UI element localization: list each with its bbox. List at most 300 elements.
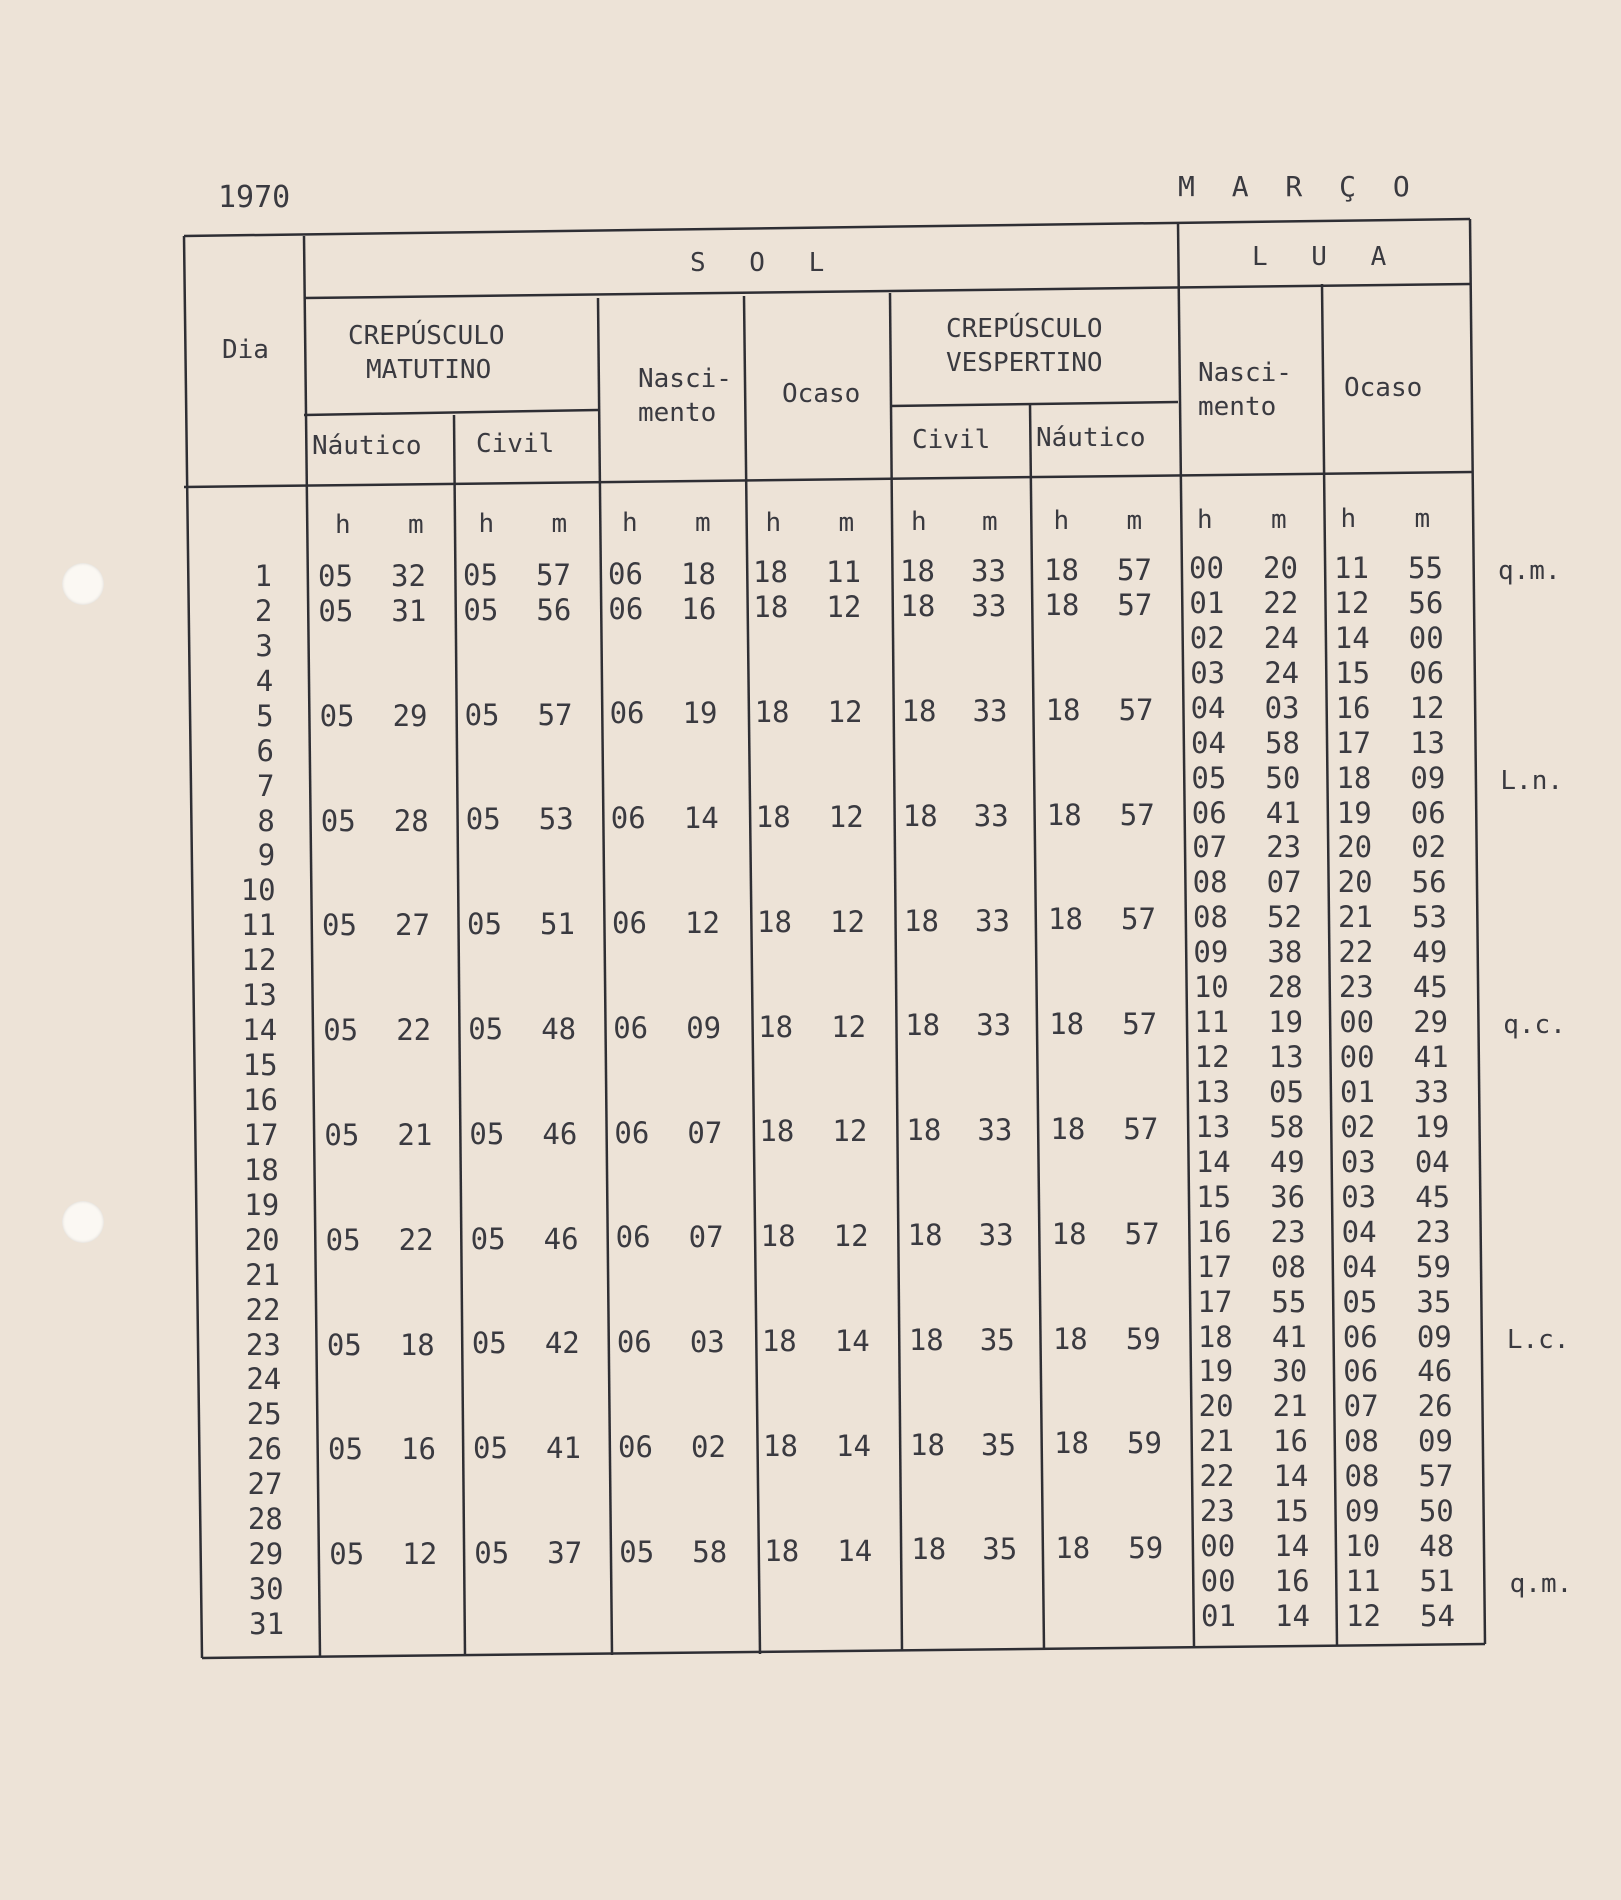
day-number: 16 [243,1083,279,1117]
sol-hour: 05 [329,1537,365,1572]
lua-minute: 19 [1414,1109,1450,1144]
lua-hour: 18 [1336,760,1372,795]
lua-minute: 45 [1415,1179,1451,1214]
sol-hour: 05 [463,557,498,592]
day-number: 31 [249,1607,285,1641]
lua-minute: 24 [1263,620,1299,655]
day-number: 13 [241,978,277,1013]
sol-hour: 05 [468,1011,504,1046]
sol-minute: 59 [1125,1321,1161,1356]
lua-hour: 15 [1335,655,1371,690]
sol-hour: 18 [900,554,935,589]
lua-minute: 29 [1413,1005,1449,1040]
lua-minute: 58 [1269,1109,1305,1144]
lua-hour: 17 [1336,725,1371,760]
sol-minute: 11 [826,555,861,590]
sol-hour: 05 [325,1222,361,1257]
lua-hour: 02 [1189,620,1225,655]
hour-unit-label: h [911,506,927,537]
sol-hour: 05 [318,559,353,593]
sol-hour: 18 [907,1217,943,1252]
lua-hour: 14 [1195,1144,1231,1179]
sol-minute: 46 [542,1116,578,1151]
lua-hour: 20 [1198,1389,1234,1424]
lua-ocaso-header: Ocaso [1344,373,1423,403]
sol-hour: 06 [608,556,643,591]
sol-hour: 18 [1045,692,1081,727]
lua-minute: 14 [1274,1529,1310,1564]
day-number: 14 [242,1013,278,1048]
sol-minute: 12 [828,799,864,834]
sol-hour: 05 [619,1534,655,1569]
sol-hour: 18 [1052,1321,1088,1356]
sol-minute: 59 [1128,1531,1164,1566]
day-number: 10 [240,873,276,908]
lua-hour: 20 [1337,865,1373,900]
lua-minute: 57 [1418,1459,1454,1494]
crepusculo-matutino-header: CREPÚSCULO [348,321,505,351]
sol-minute: 57 [1118,692,1154,727]
lua-hour: 22 [1199,1459,1235,1494]
hour-unit-label: h [1340,504,1357,535]
lua-hour: 19 [1336,795,1372,830]
sol-hour: 18 [905,1008,941,1043]
day-number: 3 [255,628,273,663]
sol-minute: 14 [683,801,719,836]
lua-minute: 52 [1267,900,1302,935]
sol-hour: 18 [753,555,788,590]
lua-hour: 08 [1344,1459,1380,1494]
sol-minute: 33 [971,554,1006,589]
sol-hour: 05 [328,1432,363,1467]
sol-minute: 22 [398,1222,434,1257]
sol-minute: 07 [688,1220,724,1255]
lua-hour: 20 [1337,830,1373,865]
lua-hour: 17 [1197,1284,1233,1319]
moon-phase-label: q.m. [1509,1569,1573,1600]
lua-hour: 04 [1342,1249,1377,1284]
day-number: 20 [244,1222,280,1257]
day-number: 17 [243,1117,279,1152]
sol-minute: 14 [836,1428,871,1463]
vespertino-nautico-header: Náutico [1036,423,1146,453]
lua-minute: 21 [1272,1389,1308,1424]
lua-minute: 05 [1269,1075,1304,1109]
sol-minute: 02 [691,1429,726,1464]
lua-hour: 18 [1197,1319,1233,1354]
lua-minute: 48 [1419,1529,1455,1564]
day-number: 27 [247,1467,283,1502]
lua-hour: 02 [1340,1109,1376,1144]
lua-minute: 13 [1410,725,1445,760]
lua-hour: 23 [1338,970,1374,1005]
vespertino-civil-header: Civil [912,425,991,455]
day-number: 30 [248,1572,284,1607]
lua-hour: 00 [1200,1564,1236,1599]
lua-minute: 03 [1264,690,1300,725]
sol-hour: 06 [616,1325,652,1360]
sol-hour: 05 [319,698,355,733]
lua-minute: 14 [1273,1459,1309,1494]
sol-hour: 18 [761,1323,797,1358]
dia-header: Dia [222,335,269,365]
lua-minute: 35 [1416,1284,1452,1319]
lua-minute: 41 [1265,795,1301,830]
minute-unit-label: m [1271,505,1287,536]
minute-unit-label: m [551,509,568,540]
sol-minute: 48 [541,1011,577,1046]
lua-minute: 02 [1411,830,1447,865]
lua-minute: 23 [1266,830,1302,865]
sol-hour: 18 [1054,1426,1089,1461]
lua-minute: 55 [1271,1284,1307,1319]
sol-minute: 12 [826,590,862,625]
day-number: 4 [255,663,274,698]
sol-hour: 18 [758,1009,794,1044]
sol-minute: 09 [686,1010,722,1045]
hour-unit-label: h [765,507,782,538]
day-number: 26 [247,1432,283,1467]
lua-hour: 03 [1341,1179,1377,1214]
lua-minute: 19 [1268,1005,1304,1040]
sol-minute: 57 [1117,587,1153,622]
lua-hour: 12 [1346,1599,1381,1633]
sol-hour: 06 [610,801,646,836]
lua-hour: 13 [1195,1109,1231,1144]
lua-minute: 54 [1420,1599,1455,1633]
sol-minute: 37 [547,1535,583,1570]
minute-unit-label: m [982,506,998,537]
sol-minute: 14 [837,1533,873,1568]
lua-hour: 01 [1201,1599,1236,1633]
sol-hour: 18 [1055,1531,1091,1566]
lua-minute: 50 [1418,1494,1454,1529]
sol-minute: 58 [692,1534,728,1569]
lua-hour: 06 [1342,1319,1378,1354]
lua-minute: 09 [1416,1319,1452,1354]
lua-hour: 00 [1200,1529,1236,1564]
lua-hour: 04 [1190,690,1226,725]
lua-minute: 23 [1270,1214,1306,1249]
sol-hour: 18 [1044,587,1080,622]
sol-hour: 06 [612,905,647,940]
lua-hour: 08 [1344,1424,1379,1459]
sol-hour: 05 [469,1116,505,1151]
hour-unit-label: h [335,510,351,540]
sol-hour: 18 [1051,1216,1087,1251]
day-number: 25 [246,1397,282,1432]
sol-minute: 33 [971,589,1007,624]
sol-minute: 53 [538,802,574,837]
minute-unit-label: m [695,508,711,539]
sol-minute: 33 [977,1113,1013,1148]
sol-header: S O L [690,248,839,278]
lua-minute: 56 [1408,585,1444,620]
sol-minute: 57 [1124,1216,1160,1251]
sol-minute: 51 [540,907,575,942]
sol-hour: 18 [754,695,790,730]
sol-hour: 05 [473,1431,508,1466]
sol-minute: 12 [832,1114,868,1149]
crepusculo-vespertino-header-2: VESPERTINO [946,348,1103,378]
day-number: 23 [245,1327,281,1362]
lua-hour: 21 [1199,1424,1234,1459]
sol-hour: 05 [464,697,500,732]
sol-nascimento-header: Nasci- [638,364,732,394]
lua-minute: 13 [1268,1040,1304,1075]
sol-minute: 35 [981,1427,1016,1462]
lua-minute: 41 [1413,1040,1449,1075]
day-number: 1 [254,559,272,593]
sol-minute: 12 [827,695,863,730]
lua-hour: 07 [1192,830,1228,865]
lua-minute: 12 [1409,690,1445,725]
lua-hour: 12 [1334,585,1370,620]
lua-minute: 04 [1414,1144,1450,1179]
sol-minute: 32 [391,559,426,593]
day-number: 22 [245,1292,281,1327]
sol-hour: 05 [324,1117,360,1152]
minute-unit-label: m [408,510,424,540]
lua-hour: 11 [1194,1005,1230,1040]
sol-minute: 57 [536,557,571,592]
lua-minute: 41 [1271,1319,1307,1354]
lua-hour: 01 [1340,1075,1375,1109]
month-label: M A R Ç O [1178,170,1420,203]
sol-hour: 18 [764,1533,800,1568]
sol-nascimento-header-2: mento [638,398,717,428]
sol-minute: 12 [831,1009,867,1044]
minute-unit-label: m [838,507,855,538]
lua-hour: 21 [1338,900,1373,935]
sol-hour: 05 [467,907,502,942]
lua-hour: 11 [1334,551,1369,585]
lua-minute: 15 [1273,1494,1309,1529]
sol-minute: 57 [1122,1007,1158,1042]
sol-minute: 16 [681,591,717,626]
lua-hour: 09 [1344,1494,1380,1529]
sol-hour: 18 [911,1532,947,1567]
lua-hour: 04 [1191,725,1226,760]
sol-hour: 18 [757,904,792,939]
lua-hour: 06 [1191,795,1227,830]
sol-minute: 12 [830,904,865,939]
day-number: 2 [254,593,273,628]
lua-minute: 50 [1265,760,1301,795]
day-number: 28 [247,1502,283,1537]
sol-hour: 05 [465,802,501,837]
sol-hour: 05 [470,1221,506,1256]
sol-minute: 33 [976,1008,1012,1043]
moon-phase-label: q.c. [1503,1010,1566,1041]
sol-minute: 21 [397,1117,433,1152]
sol-hour: 18 [904,903,939,938]
sol-hour: 18 [902,798,938,833]
lua-hour: 03 [1340,1144,1376,1179]
lua-hour: 05 [1191,760,1227,795]
lua-hour: 22 [1338,935,1374,970]
sol-minute: 33 [978,1217,1014,1252]
lua-hour: 06 [1343,1354,1379,1389]
lua-minute: 16 [1273,1424,1308,1459]
day-number: 29 [248,1537,284,1572]
lua-minute: 16 [1274,1564,1310,1599]
lua-hour: 08 [1192,865,1228,900]
sol-hour: 05 [471,1326,507,1361]
sol-hour: 18 [753,590,789,625]
lua-hour: 00 [1339,1005,1375,1040]
moon-phase-label: q.m. [1498,556,1561,586]
sol-hour: 18 [901,693,937,728]
sol-minute: 12 [833,1219,869,1254]
lua-minute: 09 [1410,760,1446,795]
sol-minute: 18 [399,1327,435,1362]
lua-minute: 59 [1416,1249,1451,1284]
sol-hour: 18 [760,1219,796,1254]
lua-minute: 45 [1412,970,1448,1005]
lua-minute: 26 [1417,1389,1453,1424]
sol-hour: 05 [320,803,356,838]
sol-minute: 57 [1117,553,1152,587]
lua-minute: 14 [1275,1599,1310,1633]
sol-hour: 18 [1049,1007,1085,1042]
minute-unit-label: m [1126,506,1143,536]
sol-minute: 12 [685,905,720,940]
hour-unit-label: h [478,509,495,540]
sol-hour: 05 [323,1013,359,1048]
sol-minute: 57 [1123,1111,1159,1146]
moon-phase-label: L.c. [1506,1324,1570,1355]
sol-hour: 18 [1044,553,1079,587]
lua-minute: 06 [1409,655,1445,690]
lua-hour: 05 [1342,1284,1378,1319]
sol-hour: 05 [474,1535,510,1570]
sol-hour: 06 [615,1220,651,1255]
lua-minute: 51 [1419,1564,1455,1599]
sol-hour: 18 [910,1427,945,1462]
sol-hour: 06 [609,696,645,731]
lua-hour: 16 [1335,690,1371,725]
day-number: 12 [241,943,277,978]
lua-minute: 07 [1266,865,1302,900]
lua-minute: 00 [1408,620,1444,655]
lua-minute: 38 [1267,935,1303,970]
sol-minute: 33 [975,903,1010,938]
lua-hour: 14 [1334,620,1370,655]
sol-hour: 18 [759,1114,795,1149]
lua-minute: 08 [1271,1249,1306,1284]
sol-hour: 05 [318,593,354,628]
sol-hour: 18 [763,1428,798,1463]
lua-minute: 53 [1412,900,1447,935]
lua-minute: 36 [1270,1179,1306,1214]
sol-minute: 22 [396,1013,432,1048]
sol-hour: 18 [1046,797,1082,832]
sol-hour: 05 [326,1327,362,1362]
sol-minute: 33 [972,693,1008,728]
hour-unit-label: h [1053,506,1070,536]
lua-minute: 09 [1418,1424,1453,1459]
sol-hour: 18 [755,799,791,834]
day-number: 6 [256,733,274,768]
day-number: 7 [256,768,275,803]
lua-minute: 06 [1410,795,1446,830]
sol-hour: 06 [614,1115,650,1150]
sol-minute: 27 [395,908,430,943]
lua-nascimento-header: Nasci- [1198,358,1292,388]
sol-hour: 05 [463,592,499,627]
sol-minute: 31 [391,593,427,628]
day-number: 18 [243,1152,279,1187]
matutino-nautico-header: Náutico [312,431,422,461]
lua-hour: 01 [1189,585,1225,620]
lua-minute: 20 [1263,551,1298,585]
lua-hour: 04 [1341,1214,1377,1249]
year-label: 1970 [218,180,291,215]
lua-hour: 15 [1196,1179,1232,1214]
lua-minute: 30 [1272,1354,1308,1389]
lua-hour: 10 [1345,1529,1381,1564]
minute-unit-label: m [1414,504,1431,535]
sol-minute: 46 [543,1221,579,1256]
lua-hour: 00 [1189,551,1224,585]
sol-hour: 06 [613,1010,649,1045]
lua-minute: 22 [1263,585,1299,620]
crepusculo-matutino-header-2: MATUTINO [366,355,492,385]
lua-nascimento-header-2: mento [1198,392,1277,422]
lua-header: L U A [1252,242,1401,272]
lua-hour: 11 [1345,1564,1381,1599]
day-number: 8 [257,803,275,838]
lua-minute: 28 [1267,970,1303,1005]
hour-unit-label: h [1197,505,1213,536]
sol-minute: 29 [392,698,428,733]
sol-hour: 06 [608,591,644,626]
lua-hour: 09 [1193,935,1229,970]
day-number: 5 [256,698,274,733]
matutino-civil-header: Civil [476,429,555,459]
lua-hour: 10 [1193,970,1229,1005]
sol-ocaso-header: Ocaso [782,379,861,409]
day-number: 24 [246,1362,282,1397]
crepusculo-vespertino-header: CREPÚSCULO [946,314,1103,344]
lua-minute: 49 [1269,1144,1305,1179]
sol-minute: 16 [401,1432,436,1467]
sol-minute: 59 [1127,1426,1162,1461]
sol-minute: 18 [681,556,716,591]
sol-minute: 57 [1121,902,1156,937]
lua-minute: 33 [1414,1075,1449,1109]
sol-minute: 41 [546,1431,581,1466]
lua-minute: 55 [1408,551,1443,585]
sol-minute: 35 [982,1532,1018,1567]
sol-minute: 03 [689,1325,725,1360]
day-number: 19 [244,1187,280,1222]
day-number: 11 [241,908,277,943]
sol-minute: 33 [973,798,1009,833]
sol-hour: 18 [1048,902,1083,937]
lua-minute: 24 [1264,655,1300,690]
sol-minute: 14 [834,1323,870,1358]
sol-minute: 42 [544,1326,580,1361]
lua-minute: 23 [1415,1214,1451,1249]
lua-hour: 08 [1193,900,1228,935]
sol-hour: 18 [900,589,936,624]
lua-hour: 03 [1190,655,1226,690]
lua-hour: 07 [1343,1389,1379,1424]
lua-minute: 58 [1265,725,1300,760]
day-number: 21 [245,1257,281,1292]
